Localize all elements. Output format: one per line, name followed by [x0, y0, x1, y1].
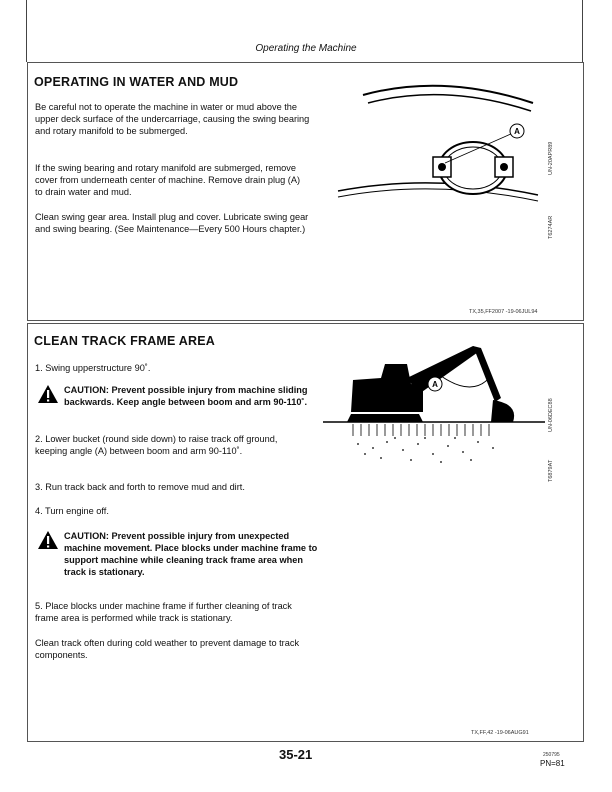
step-3: 3. Run track back and forth to remove mud and dirt.: [35, 482, 245, 492]
section-reference: TX,35,FF2007 -19-06JUL94: [469, 309, 538, 315]
step-1: 1. Swing upperstructure 90˚.: [35, 363, 151, 373]
paragraph: If the swing bearing and rotary manifold are submerged, remove cover from underneath center of machine. Remove drain plug (A) to drain water and mud.: [35, 163, 301, 197]
paragraph: Clean swing gear area. Install plug and cover. Lubricate swing gear and swing bearing. (See Maintenance—Every 500 Hours chapter.): [35, 212, 309, 234]
caution-text: CAUTION: Prevent possible injury from unexpected machine movement. Place blocks under machine frame to support machine while cleaning track frame area when track is stationary.: [64, 531, 318, 577]
figure-code-top: UN-20APR89: [548, 141, 554, 175]
callout-a-label: A: [514, 127, 520, 136]
caution-text: CAUTION: Prevent possible injury from machine sliding backwards. Keep angle between boom and arm 90-110˚.: [64, 385, 308, 407]
pn-number: PN=81: [540, 759, 565, 768]
step-4: 4. Turn engine off.: [35, 506, 109, 516]
caution-block: [35, 528, 320, 592]
section-operating-in-water: [27, 62, 584, 321]
step-2: 2. Lower bucket (round side down) to raise track off ground, keeping angle (A) between boom and arm 90-110˚.: [35, 434, 278, 456]
section-heading: OPERATING IN WATER AND MUD: [34, 75, 239, 89]
note: Clean track often during cold weather to prevent damage to track components.: [35, 638, 300, 660]
figure-code-bottom: T6274AR: [548, 215, 554, 239]
figure-code-top: UN-06DEC88: [548, 398, 554, 432]
callout-a-label: A: [432, 380, 438, 389]
excavator-figure: [323, 338, 545, 478]
warning-icon: [37, 530, 59, 550]
section-reference: TX,FF,42 -19-06AUG91: [471, 730, 529, 736]
step-5: 5. Place blocks under machine frame if further cleaning of track frame area is performed while track is stationary.: [35, 601, 292, 623]
warning-icon: [37, 384, 59, 404]
section-clean-track-frame: [27, 323, 584, 742]
swing-bearing-figure: [333, 73, 543, 213]
page-header-title: Operating the Machine: [255, 43, 357, 54]
section-heading: CLEAN TRACK FRAME AREA: [34, 334, 216, 348]
page-number: 35-21: [279, 747, 313, 762]
footer-code: 250795: [543, 752, 560, 758]
paragraph: Be careful not to operate the machine in water or mud above the upper deck surface of the undercarriage, causing the swing bearing and rotary manifold to be submerged.: [35, 102, 310, 136]
caution-block: [35, 382, 320, 422]
figure-code-bottom: T6879AT: [548, 459, 554, 482]
